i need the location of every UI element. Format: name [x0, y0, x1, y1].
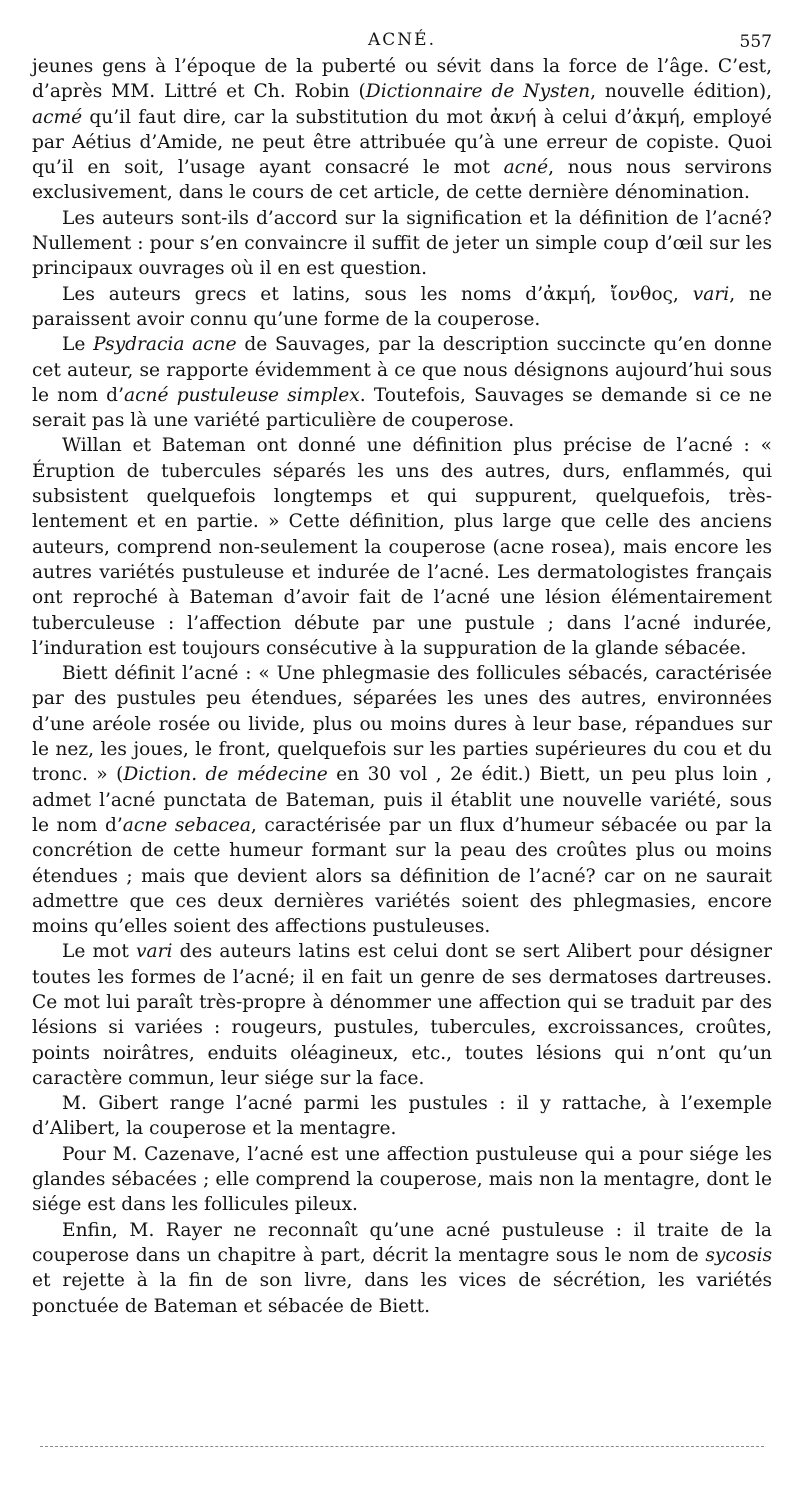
text-run: , ne paraissent avoir connu qu’une forme de la couperose. [32, 283, 772, 330]
page-number: 557 [739, 32, 772, 52]
text-run: . Toutefois, Sauvages se demande si ce ne serait pas là une variété particulière de couperose. [32, 384, 772, 432]
italic-text: acné [503, 157, 549, 179]
paragraph [32, 433, 772, 661]
italic-text: acné pustuleuse simplex [124, 384, 360, 406]
italic-text: Diction. de médecine [123, 764, 328, 786]
text-run: Enfin, M. Rayer ne reconnaît qu’une acné pustuleuse : il traite de la couperose dans un chapitre à part, décrit la mentagre sous le nom de [32, 1219, 772, 1266]
paragraph [32, 206, 772, 282]
text-run: Le mot [62, 941, 137, 963]
text-run: des auteurs latins est celui dont se sert Alibert pour désigner toutes les formes de l’acné; il en fait un genre de ses dermatoses dartreuses. Ce mot lui paraît très-propre à dénommer une affection qui se traduit par des lésions si variées : rougeurs, pustules, tubercules, excroissances, croûtes, points noirâtres, enduits oléagineux, etc., toutes lésions qui n’ont qu’un caractère commun, leur siége sur la face. [32, 941, 772, 1089]
italic-text: acmé [32, 106, 83, 128]
paragraph [32, 1142, 772, 1218]
text-run: Le [62, 334, 94, 356]
footer-rule [40, 1446, 764, 1447]
text-run: Pour M. Cazenave, l’acné est une affection pustuleuse qui a pour siége les glandes sébacées ; elle comprend la couperose, mais non la mentagre, dont le siége est dans les follicules pileux. [32, 1143, 772, 1216]
text-run: en 30 vol , 2e édit.) Biett, un peu plus loin , admet l’acné punctata de Bateman, puis il établit une nouvelle variété, sous le nom d’ [32, 764, 772, 836]
paragraph [32, 939, 772, 1091]
text-run: Biett définit l’acné : « Une phlegmasie des follicules sébacés, caractérisée par des pustules peu étendues, séparées les unes des autres, environnées d’une aréole rosée ou livide, plus ou moins dures à leur base, répandues sur le nez, les joues, le front, quelquefois sur les parties supérieures du cou et du tronc. » ( [32, 663, 772, 786]
text-run: Les auteurs grecs et latins, sous les noms d’ἀκμή, ἴονθος, [62, 283, 693, 305]
text-run: , nous nous servirons exclusivement, dans le cours de cet article, de cette dernière dénomination. [32, 157, 772, 204]
running-title: ACNÉ. [368, 30, 436, 50]
italic-text: vari [136, 941, 173, 963]
paragraph [32, 282, 772, 333]
paragraph [32, 54, 772, 206]
text-run: de Sauvages, par la description succincte qu’en donne cet auteur, se rapporte évidemment à ce que nous désignons aujourd’hui sous le nom d’ [32, 334, 772, 406]
paragraph [32, 1091, 772, 1142]
text-run: Willan et Bateman ont donné une définition plus précise de l’acné : « Éruption de tubercules séparés les uns des autres, durs, enflammés, qui subsistent quelquefois longtemps et qui suppurent, quelquefois, très-lentement et en partie. » Cette définition, plus large que celle des anciens auteurs, comprend non-seulement la couperose (acne rosea), mais encore les autres variétés pustuleuse et indurée de l’acné. Les dermatologistes français ont reproché à Bateman d’avoir fait de l’acné une lésion élémentairement tuberculeuse : l’affection débute par une pustule ; dans l’acné indurée, l’induration est toujours consécutive à la suppuration de la glande sébacée. [32, 435, 772, 659]
italic-text: acne sebacea [122, 814, 251, 836]
italic-text: Dictionnaire de Nysten [365, 81, 591, 103]
text-run: M. Gibert range l’acné parmi les pustules : il y rattache, à l’exemple d’Alibert, la couperose et la mentagre. [32, 1093, 772, 1140]
text-run: , nouvelle édition), [590, 81, 772, 103]
paragraph [32, 661, 772, 939]
text-run: , caractérisée par un flux d’humeur sébacée ou par la concrétion de cette humeur formant sur la peau des croûtes plus ou moins étendues ; mais que devient alors sa définition de l’acné? car on ne saurait admettre que ces deux dernières variétés soient des phlegmasies, encore moins qu’elles soient des affections pustuleuses. [32, 814, 772, 938]
page-header [32, 0, 772, 54]
italic-text: vari [692, 283, 730, 305]
text-run: Les auteurs sont-ils d’accord sur la signification et la définition de l’acné? Nullement : pour s’en convaincre il suffit de jeter un simple coup d’œil sur les principaux ouvrages où il en est question. [32, 207, 772, 280]
article-body [32, 54, 772, 1319]
text-run: qu’il faut dire, car la substitution du mot ἀκνή à celui d’ἀκμή, employé par Aétius d’Amide, ne peut être attribuée qu’à une erreur de copiste. Quoi qu’il en soit, l’usage ayant consacré le mot [32, 106, 772, 179]
text-run: et rejette à la fin de son livre, dans les vices de sécrétion, les variétés ponctuée de Bateman et sébacée de Biett. [32, 1270, 772, 1317]
text-run: jeunes gens à l’époque de la puberté ou sévit dans la force de l’âge. C’est, d’après MM. Littré et Ch. Robin ( [32, 56, 772, 103]
book-page [32, 0, 772, 1490]
italic-text: sycosis [705, 1244, 772, 1266]
paragraph [32, 1218, 772, 1319]
paragraph [32, 332, 772, 433]
italic-text: Psydracia acne [93, 334, 237, 356]
